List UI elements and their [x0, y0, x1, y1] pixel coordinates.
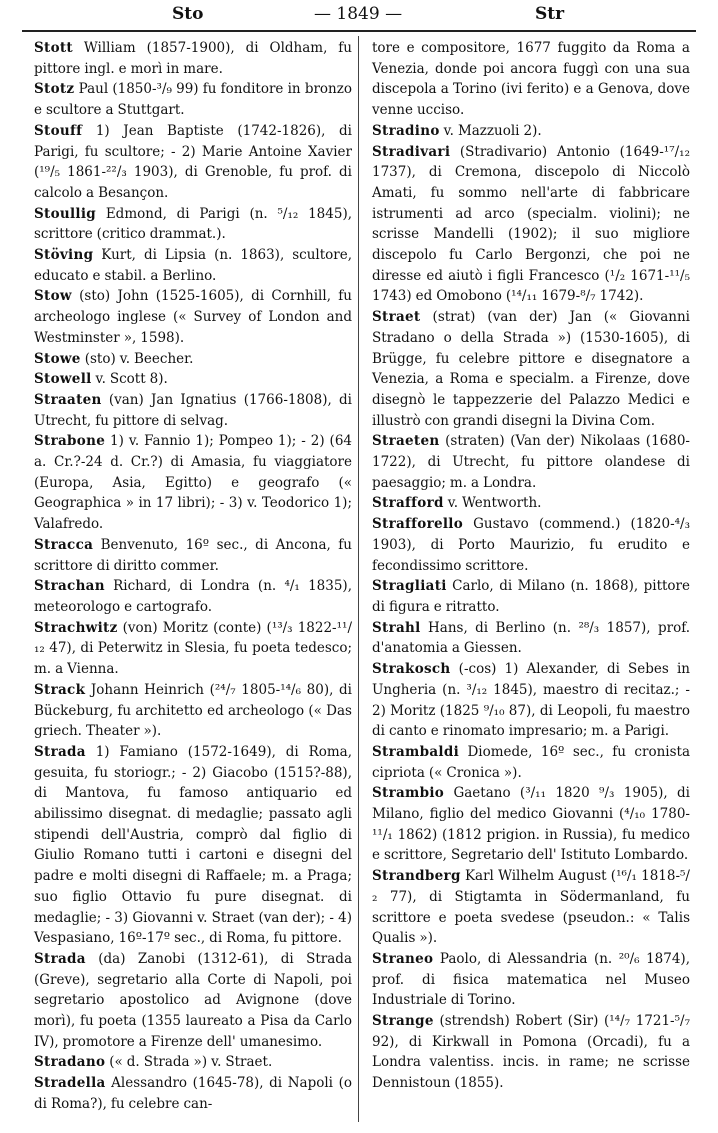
- entry-text: (Stradivario) Antonio (1649-¹⁷/₁₂ 1737), di Cremona, discepolo di Niccolò Amati, fu sommo nell'arte di fabbricare istrumenti ad arco (specialm. violini); ne scrisse Mandelli (1902); il suo migliore discepolo fu Carlo Bergonzi, che poi ne diresse ed aiutò i figli Francesco (¹/₂ 1671-¹¹/₅ 1743) ed Omobono (¹⁴/₁₁ 1679-⁸/₇ 1742).: [372, 143, 690, 305]
- headword: Stotz: [34, 81, 75, 98]
- entry-text: Alessandro (1645-78), di Napoli (o di Roma?), fu celebre can-: [34, 1075, 352, 1112]
- headword: Straneo: [372, 950, 434, 967]
- entry-text: (sto) v. Beecher.: [80, 350, 194, 367]
- column-divider: [358, 36, 359, 1122]
- headword: Stradella: [34, 1075, 106, 1092]
- entry-text: v. Scott 8).: [91, 371, 168, 388]
- header-right-guide: Str: [535, 4, 565, 24]
- entry-stowe: [34, 349, 352, 370]
- entry-text: (sto) John (1525-1605), di Cornhill, fu archeologo inglese (« Survey of London and Westminster », 1598).: [34, 288, 352, 346]
- entry-stradella-cont: [372, 38, 690, 121]
- entry-strakosch: [372, 659, 690, 742]
- entry-stradino: [372, 121, 690, 142]
- headword: Strada: [34, 950, 86, 967]
- entry-stracca: [34, 535, 352, 576]
- entry-text: 1) Famiano (1572-1649), di Roma, gesuita, fu storiogr.; - 2) Giacobo (1515?-88), di Mantova, fu famoso antiquario ed abilissimo disegnat. di medaglie; passato agli stipendi dell'Austria, comprò dal figlio di Giulio Romano tutti i cartoni e disegni del padre e molti disegni di Raffaele; m. a Praga; suo figlio Ottavio fu pure disegnat. di medaglie; - 3) Giovanni v. Straet (van der); - 4) Vespasiano, 16º-17º sec., di Roma, fu pittore.: [34, 743, 352, 947]
- entry-stradivari: [372, 142, 690, 308]
- entry-text: Diomede, 16º sec., fu cronista cipriota (« Cronica »).: [372, 743, 690, 781]
- entry-text: (-cos) 1) Alexander, di Sebes in Ungheria (n. ³/₁₂ 1845), maestro di recitaz.; - 2) Moritz (1825 ⁹/₁₀ 87), di Leopoli, fu maestro di canto e rinomato impresario; m. a Parigi.: [372, 661, 690, 740]
- entry-stotz: [34, 79, 352, 120]
- headword: Straeten: [372, 433, 440, 450]
- entry-text: v. Wentworth.: [443, 495, 542, 512]
- headword: Stradivari: [372, 143, 451, 160]
- headword: Stott: [34, 40, 73, 56]
- headword: Strada: [34, 743, 86, 760]
- headword: Stouff: [34, 122, 83, 139]
- headword: Strafforello: [372, 516, 464, 533]
- entry-strambaldi: [372, 742, 690, 783]
- entry-stoving: [34, 245, 352, 286]
- headword: Stöving: [34, 247, 94, 264]
- entry-text: Gustavo (commend.) (1820-⁴/₃ 1903), di Porto Maurizio, fu erudito e fecondissimo scrittore.: [372, 516, 690, 574]
- entry-stott: [34, 38, 352, 79]
- headword: Stowell: [34, 371, 92, 388]
- entry-text: (von) Moritz (conte) (¹³/₃ 1822-¹¹/₁₂ 47), di Peterwitz in Slesia, fu poeta tedesco; m. a Vienna.: [34, 619, 352, 678]
- entry-strafford: [372, 493, 690, 514]
- headword: Stradino: [372, 122, 440, 139]
- entry-text: (strendsh) Robert (Sir) (¹⁴/₇ 1721-⁵/₇ 92), di Kirkwall in Pomona (Orcadi), fu a Londra valentiss. incis. in rame; ne scrisse Dennistoun (1855).: [372, 1013, 690, 1092]
- entry-stoullig: [34, 204, 352, 245]
- entry-strafforello: [372, 514, 690, 576]
- entry-text: William (1857-1900), di Oldham, fu pittore ingl. e morì in mare.: [34, 40, 352, 77]
- headword: Strakosch: [372, 661, 451, 678]
- entry-text: Edmond, di Parigi (n. ⁵/₁₂ 1845), scrittore (critico drammat.).: [34, 205, 352, 243]
- headword: Strachwitz: [34, 619, 118, 636]
- entry-text: 1) Jean Baptiste (1742-1826), di Parigi, fu scultore; - 2) Marie Antoine Xavier (¹⁹/₅ 1861-²²/₃ 1903), di Grenoble, fu prof. di calcolo a Besançon.: [34, 122, 352, 201]
- entry-text: (« d. Strada ») v. Straet.: [105, 1054, 273, 1071]
- entry-strahl: [372, 618, 690, 659]
- entry-text: 1) v. Fannio 1); Pompeo 1); - 2) (64 a. Cr.?-24 d. Cr.?) di Amasia, fu viaggiatore (Europa, Asia, Egitto) e geografo (« Geographica » in 17 libri); - 3) v. Teodorico 1); Valafredo.: [34, 433, 352, 533]
- left-column: [34, 38, 352, 1115]
- headword: Stow: [34, 288, 72, 305]
- headword: Strafford: [372, 495, 444, 512]
- entry-straet: [372, 307, 690, 431]
- entry-stragliati: [372, 576, 690, 617]
- entry-straeten: [372, 431, 690, 493]
- entry-text: (da) Zanobi (1312-61), di Strada (Greve), segretario alla Corte di Napoli, poi segretario apostolico ad Avignone (dove morì), fu poeta (1355 laureato a Pisa da Carlo IV), promotore a Firenze dell' umanesimo.: [34, 950, 352, 1050]
- headword: Strambio: [372, 785, 445, 802]
- entry-text: Gaetano (³/₁₁ 1820 ⁹/₃ 1905), di Milano, figlio del medico Giovanni (⁴/₁₀ 1780-¹¹/₁ 1862) (1812 prigion. in Russia), fu medico e scrittore, Segretario dell' Istituto Lombardo.: [372, 785, 690, 864]
- entry-strambio: [372, 783, 690, 866]
- entry-straaten: [34, 390, 352, 431]
- headword: Strandberg: [372, 868, 461, 885]
- entry-stouff: [34, 121, 352, 204]
- entry-text: Hans, di Berlino (n. ²⁸/₃ 1857), prof. d'anatomia a Giessen.: [372, 619, 690, 657]
- entry-strada-1: [34, 742, 352, 949]
- entry-text: Karl Wilhelm August (¹⁶/₁ 1818-⁵/₂ 77), di Stigtamta in Södermanland, fu scrittore e poeta svedese (pseudon.: « Talis Qualis »).: [372, 868, 690, 947]
- headword: Stracca: [34, 536, 94, 553]
- entry-strandberg: [372, 866, 690, 949]
- page-number: — 1849 —: [314, 4, 403, 24]
- right-column: [372, 38, 690, 1094]
- headword: Strachan: [34, 578, 105, 595]
- entry-text: tore e compositore, 1677 fuggito da Roma a Venezia, donde poi ancora fuggì con una sua discepola a Torino (ivi ferito) e a Genova, dove venne ucciso.: [372, 40, 690, 119]
- entry-strachwitz: [34, 618, 352, 680]
- headword: Strange: [372, 1013, 434, 1030]
- entry-text: Kurt, di Lipsia (n. 1863), scultore, educato e stabil. a Berlino.: [34, 247, 352, 284]
- entry-strada-2: [34, 949, 352, 1053]
- entry-stradella: [34, 1073, 352, 1114]
- headword: Stoullig: [34, 205, 97, 222]
- entry-strack: [34, 680, 352, 742]
- headword: Strahl: [372, 619, 421, 636]
- headword: Strabone: [34, 433, 106, 450]
- entry-stradano: [34, 1052, 352, 1073]
- entry-text: Johann Heinrich (²⁴/₇ 1805-¹⁴/₆ 80), di Bückeburg, fu architetto ed archeologo (« Das griech. Theater »).: [34, 681, 352, 740]
- header-left-guide: Sto: [172, 4, 204, 24]
- entry-strabone: [34, 431, 352, 535]
- entry-text: Benvenuto, 16º sec., di Ancona, fu scrittore di diritto commer.: [34, 536, 352, 574]
- headword: Straaten: [34, 391, 102, 408]
- entry-text: Paul (1850-³/₉ 99) fu fonditore in bronzo e scultore a Stuttgart.: [34, 81, 352, 119]
- entry-text: Richard, di Londra (n. ⁴/₁ 1835), meteorologo e cartografo.: [34, 578, 352, 615]
- entry-stowell: [34, 369, 352, 390]
- entry-text: Carlo, di Milano (n. 1868), pittore di figura e ritratto.: [372, 578, 690, 615]
- headword: Stradano: [34, 1054, 106, 1071]
- entry-stow: [34, 286, 352, 348]
- page-header: [0, 4, 718, 28]
- header-rule: [22, 30, 696, 32]
- headword: Straet: [372, 309, 421, 326]
- entry-strange: [372, 1011, 690, 1094]
- entry-strachan: [34, 576, 352, 617]
- entry-text: (straten) (Van der) Nikolaas (1680-1722), di Utrecht, fu pittore olandese di paesaggio; m. a Londra.: [372, 433, 690, 491]
- entry-text: (strat) (van der) Jan (« Giovanni Stradano o della Strada ») (1530-1605), di Brügge, fu celebre pittore e disegnatore a Venezia, a Roma e specialm. a Firenze, dove disegnò le tappezzerie del Palazzo Medici e illustrò con grandi disegni la Divina Com.: [372, 309, 690, 429]
- headword: Strambaldi: [372, 743, 460, 760]
- entry-straneo: [372, 949, 690, 1011]
- headword: Stowe: [34, 350, 81, 367]
- entry-text: (van) Jan Ignatius (1766-1808), di Utrecht, fu pittore di selvag.: [34, 391, 352, 429]
- entry-text: Paolo, di Alessandria (n. ²⁰/₆ 1874), prof. di fisica matematica nel Museo Industriale di Torino.: [372, 950, 690, 1009]
- headword: Stragliati: [372, 578, 447, 595]
- headword: Strack: [34, 681, 86, 698]
- entry-text: v. Mazzuoli 2).: [439, 122, 542, 139]
